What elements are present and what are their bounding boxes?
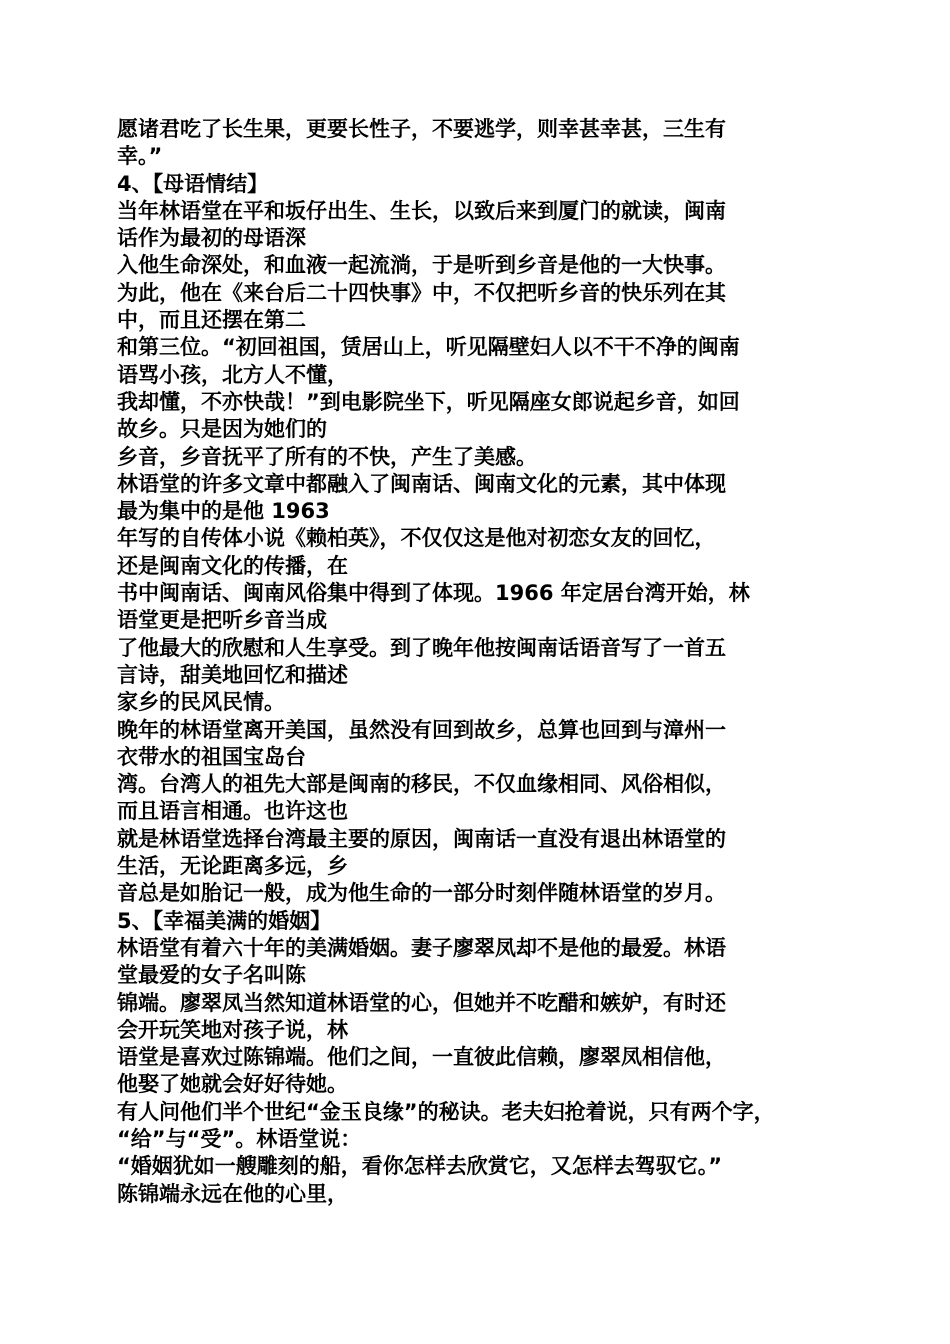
text-line: 晚年的林语堂离开美国，虽然没有回到故乡，总算也回到与漳州一 [117, 717, 726, 742]
text-line: 林语堂的许多文章中都融入了闽南话、闽南文化的元素，其中体现 [117, 471, 726, 496]
text-line: 幸。” [117, 144, 163, 169]
text-line: 会开玩笑地对孩子说，林 [117, 1017, 348, 1042]
text-line: 衣带水的祖国宝岛台 [117, 744, 306, 769]
text-line: 陈锦端永远在他的心里， [117, 1181, 348, 1206]
text-line: 生活，无论距离多远，乡 [117, 854, 348, 879]
section-heading-mother-tongue: 4、【母语情结】 [117, 171, 269, 196]
text-line: 而且语言相通。也许这也 [117, 799, 348, 824]
text-line: 语堂更是把听乡音当成 [117, 608, 327, 633]
text-line: 故乡。只是因为她们的 [117, 417, 327, 442]
section-heading-marriage: 5、【幸福美满的婚姻】 [117, 908, 332, 933]
text-line: “婚姻犹如一艘雕刻的船，看你怎样去欣赏它，又怎样去驾驭它。” [117, 1154, 723, 1179]
text-line: 有人问他们半个世纪“金玉良缘”的秘诀。老夫妇抢着说，只有两个字， [117, 1099, 775, 1124]
text-line: 家乡的民风民情。 [117, 690, 285, 715]
text-line: 书中闽南话、闽南风俗集中得到了体现。1966 年定居台湾开始，林 [117, 581, 750, 606]
text-line: 语骂小孩，北方人不懂， [117, 362, 348, 387]
text-line: 乡音，乡音抚平了所有的不快，产生了美感。 [117, 444, 537, 469]
text-line: 愿诸君吃了长生果，更要长性子，不要逃学，则幸甚幸甚，三生有 [117, 117, 726, 141]
text-line: “给”与“受”。林语堂说： [117, 1126, 362, 1151]
text-line: 年写的自传体小说《赖柏英》，不仅仅这是他对初恋女友的回忆， [117, 526, 716, 551]
text-line: 中，而且还摆在第二 [117, 308, 306, 333]
text-line: 最为集中的是他 1963 [117, 499, 330, 524]
text-line: 堂最爱的女子名叫陈 [117, 963, 306, 988]
text-line: 为此，他在《来台后二十四快事》中，不仅把听乡音的快乐列在其 [117, 280, 726, 305]
body-text [117, 116, 847, 1208]
text-line: 入他生命深处，和血液一起流淌，于是听到乡音是他的一大快事。 [117, 253, 726, 278]
text-line: 就是林语堂选择台湾最主要的原因，闽南话一直没有退出林语堂的 [117, 826, 726, 851]
text-line: 他娶了她就会好好待她。 [117, 1072, 348, 1097]
text-line: 和第三位。“初回祖国，赁居山上，听见隔壁妇人以不干不净的闽南 [117, 335, 740, 360]
text-line: 话作为最初的母语深 [117, 226, 306, 251]
text-line: 林语堂有着六十年的美满婚姻。妻子廖翠凤却不是他的最爱。林语 [117, 935, 726, 960]
text-line: 音总是如胎记一般，成为他生命的一部分时刻伴随林语堂的岁月。 [117, 881, 726, 906]
text-line: 锦端。廖翠凤当然知道林语堂的心，但她并不吃醋和嫉妒，有时还 [117, 990, 726, 1015]
text-line: 了他最大的欣慰和人生享受。到了晚年他按闽南话语音写了一首五 [117, 635, 726, 660]
text-line: 还是闽南文化的传播，在 [117, 553, 348, 578]
text-line: 湾。台湾人的祖先大部是闽南的移民，不仅血缘相同、风俗相似， [117, 772, 726, 797]
text-line: 言诗，甜美地回忆和描述 [117, 662, 348, 687]
text-line: 当年林语堂在平和坂仔出生、生长，以致后来到厦门的就读，闽南 [117, 198, 726, 223]
text-line: 语堂是喜欢过陈锦端。他们之间，一直彼此信赖，廖翠凤相信他， [117, 1045, 726, 1070]
text-line: 我却懂，不亦快哉！”到电影院坐下，听见隔座女郎说起乡音，如回 [117, 389, 740, 414]
